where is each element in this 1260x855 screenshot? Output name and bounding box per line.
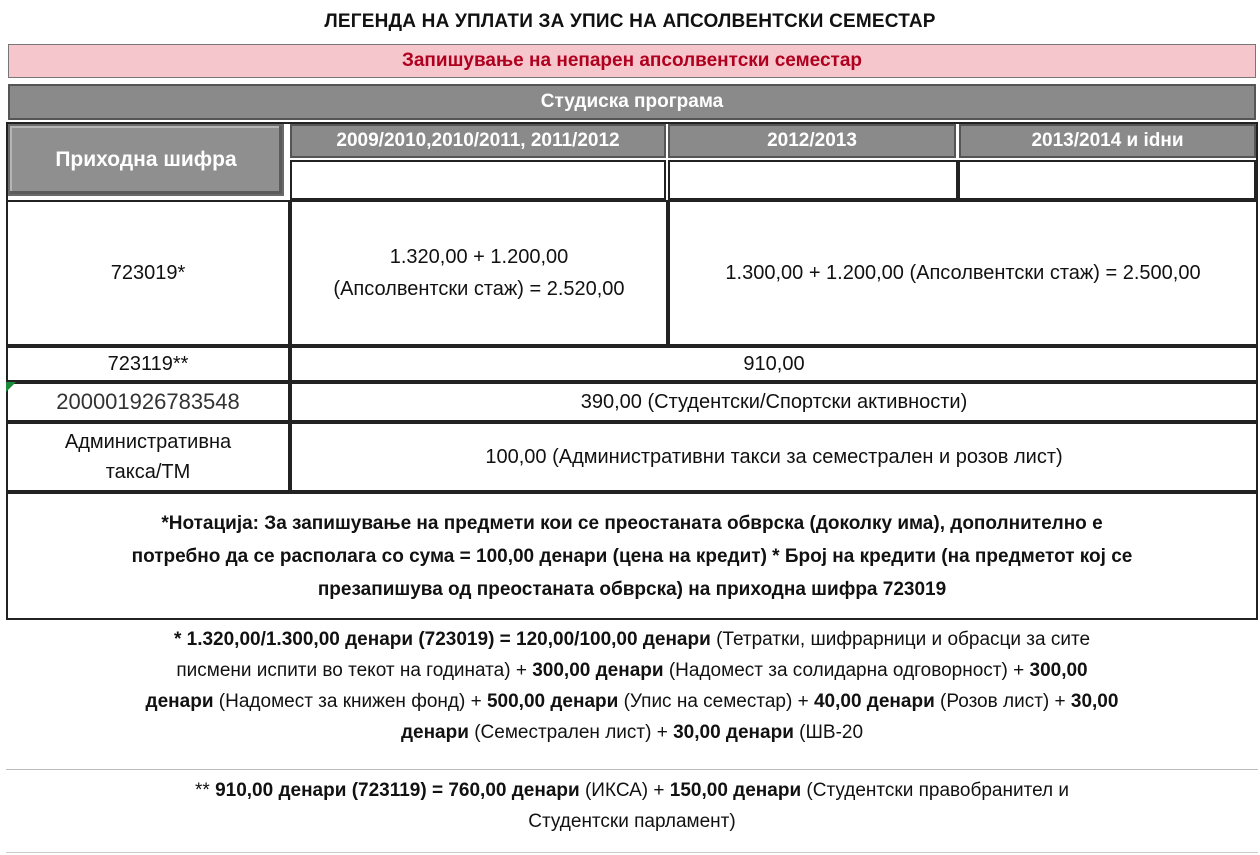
fn1-l2b: 300,00 денари [532,660,664,681]
row-admin-fee-value: 100,00 (Административни такси за семестрален и розов лист) [290,422,1258,492]
row-code-723019: 723019* [6,200,290,346]
fn1-l4d: (ШВ-20 [793,722,864,743]
semester-subtitle: Запишување на непарен апсолвентски семестар [8,44,1256,78]
fn1-l3f: (Розов лист) + [934,691,1071,712]
column-header-2013-onward: 2013/2014 и idни [959,124,1256,158]
col1-value-line2: (Апсолвентски стаж) = 2.520,00 [333,278,625,300]
fn1-l4b: (Семестрален лист) + [468,722,674,743]
code-column-header [8,124,284,196]
column-header-2012-2013: 2012/2013 [668,124,956,158]
footnote-723019 [6,622,1258,768]
fn2-l1e: (Студентски правобранител и [801,780,1069,801]
row-723119-value: 910,00 [290,346,1258,382]
fn1-l3d: (Упис на семестар) + [618,691,814,712]
program-header: Студиска програма [8,84,1256,120]
admin-fee-line1: Административна [64,431,232,453]
fn1-l4a: денари [400,722,469,743]
fn2-l1d: 150,00 денари [669,780,802,801]
fn1-l3b: (Надомест за книжен фонд) + [213,691,487,712]
fn1-l4c: 30,00 денари [673,722,794,743]
notation-block [6,492,1258,620]
row-code-723119: 723119** [6,346,290,382]
fn2-l1c: (ИКСА) + [579,780,670,801]
code-header-label: Приходна шифра [55,148,237,171]
fn1-l1a: * 1.320,00/1.300,00 денари (723019) = 120,00/100,00 денари [173,629,711,650]
fn1-l3e: 40,00 денари [813,691,935,712]
fn1-l3a: денари [145,691,214,712]
divider [6,852,1258,853]
fn2-l2: Студентски парламент) [528,811,736,832]
row-code-200001926783548: 200001926783548 [6,382,290,422]
fn1-l2c: (Надомест за солидарна одговорност) + [663,660,1030,681]
empty-subheader-cell [290,160,666,200]
row-student-activities-value: 390,00 (Студентски/Спортски активности) [290,382,1258,422]
empty-subheader-cell [668,160,958,200]
empty-subheader-cell [958,160,1256,200]
notation-line3: презапишува од преостаната обврска) на приходна шифра 723019 [317,578,947,600]
fn1-l2a: писмени испити во текот на годината) + [176,660,533,681]
footnote-723119 [6,772,1258,852]
row-723019-col23-value: 1.300,00 + 1.200,00 (Апсолвентски стаж) = 2.500,00 [668,200,1258,346]
fn1-l3c: 500,00 денари [486,691,619,712]
notation-line1: *Нотација: За запишување на предмети кои се преостаната обврска (доколку има), дополнително е [161,512,1103,534]
page-title: ЛЕГЕНДА НА УПЛАТИ ЗА УПИС НА АПСОЛВЕНТСКИ СЕМЕСТАР [324,11,936,32]
col1-value-line1: 1.320,00 + 1.200,00 [389,246,569,268]
row-code-admin-fee [6,422,290,492]
comment-marker-icon [6,382,16,392]
fn1-l2d: 300,00 [1029,660,1088,681]
fn2-l1b: 910,00 денари (723119) = 760,00 денари [215,780,580,801]
fn2-l1a: ** [194,780,216,801]
notation-line2: потребно да се располага со сума = 100,00 денари (цена на кредит) * Број на кредити (на предметот кој се [131,545,1133,567]
row-723019-col1-value [290,200,668,346]
fn1-l3g: 30,00 [1070,691,1119,712]
fn1-l1b: (Тетратки, шифрарници и обрасци за сите [710,629,1091,650]
admin-fee-line2: такса/ТМ [105,461,191,483]
column-header-2009-2012: 2009/2010,2010/2011, 2011/2012 [290,124,666,158]
divider [6,769,1258,770]
